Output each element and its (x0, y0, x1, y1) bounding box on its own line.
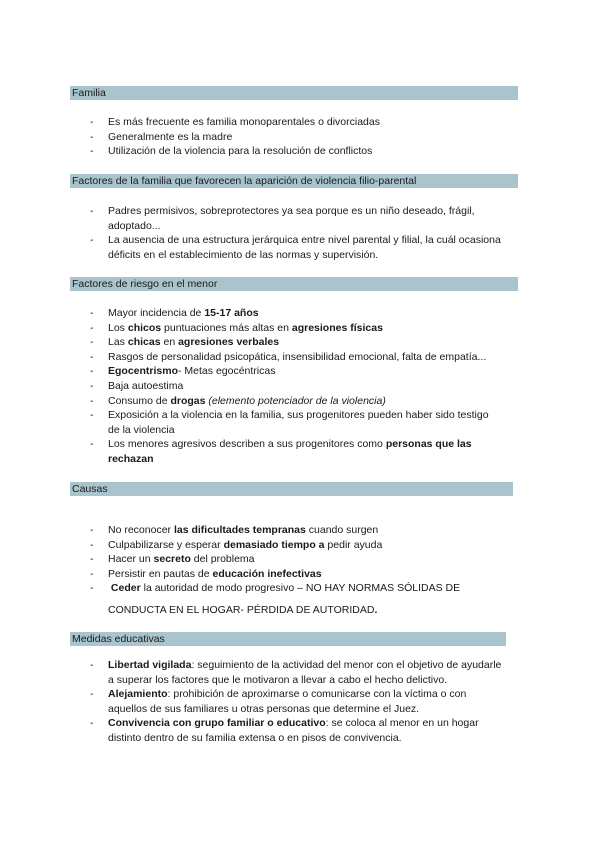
factores-riesgo-list (0, 306, 503, 467)
list-item: - Culpabilizarse y esperar demasiado tiempo a pedir ayuda (90, 538, 383, 551)
section-header-factores-riesgo: Factores de riesgo en el menor (70, 277, 518, 291)
list-item: - No reconocer las dificultades tempranas cuando surgen (90, 524, 379, 536)
list-item: - Libertad vigilada: seguimiento de la actividad del menor con el objetivo de ayudarle a superar los factores que le motivaron a llevar a cabo el hecho delictivo. (90, 659, 502, 686)
list-item: - Generalmente es la madre (90, 130, 233, 143)
section-header-medidas: Medidas educativas (70, 632, 506, 646)
list-item: - Los chicos puntuaciones más altas en agresiones físicas (90, 321, 383, 334)
list-item: - Utilización de la violencia para la resolución de conflictos (90, 145, 373, 158)
list-item: - Persistir en pautas de educación inefectivas (90, 567, 322, 580)
familia-list (0, 115, 503, 159)
list-item: - Las chicas en agresiones verbales (90, 336, 280, 349)
section-header-familia: Familia (70, 86, 518, 100)
section-header-factores-familia: Factores de la familia que favorecen la aparición de violencia filio-parental (70, 174, 518, 188)
list-item: - Egocentrismo- Metas egocéntricas (90, 365, 276, 378)
section-header-causas: Causas (70, 482, 513, 496)
list-item: - Mayor incidencia de 15-17 años (90, 307, 259, 319)
causas-list (0, 523, 503, 621)
list-item: - Baja autoestima (90, 379, 184, 392)
list-item: - Rasgos de personalidad psicopática, insensibilidad emocional, falta de empatía... (90, 350, 487, 363)
list-item: - Hacer un secreto del problema (90, 553, 255, 566)
list-item: - Consumo de drogas (elemento potenciador de la violencia) (90, 394, 386, 407)
list-item: - Padres permisivos, sobreprotectores ya sea porque es un niño deseado, frágil, adoptado... (90, 205, 475, 232)
list-item: - Exposición a la violencia en la familia, sus progenitores pueden haber sido testigo de la violencia (90, 409, 489, 436)
medidas-list (0, 658, 508, 746)
factores-familia-list (0, 204, 503, 262)
list-item: - Es más frecuente es familia monoparentales o divorciadas (90, 116, 380, 128)
list-item: - Los menores agresivos describen a sus progenitores como personas que las rechazan (90, 438, 472, 465)
list-item: - La ausencia de una estructura jerárquica entre nivel parental y filial, la cuál ocasiona déficits en el establecimiento de las normas y supervisión. (90, 234, 501, 261)
list-item: - Ceder la autoridad de modo progresivo – NO HAY NORMAS SÓLIDAS DE CONDUCTA EN EL HOGAR- PÉRDIDA DE AUTORIDAD. (90, 582, 461, 617)
list-item: - Alejamiento: prohibición de aproximarse o comunicarse con la víctima o con aquellos de sus familiares u otras personas que determine el Juez. (90, 688, 467, 715)
list-item: - Convivencia con grupo familiar o educativo: se coloca al menor en un hogar distinto dentro de su familia extensa o en pisos de convivencia. (90, 717, 479, 744)
